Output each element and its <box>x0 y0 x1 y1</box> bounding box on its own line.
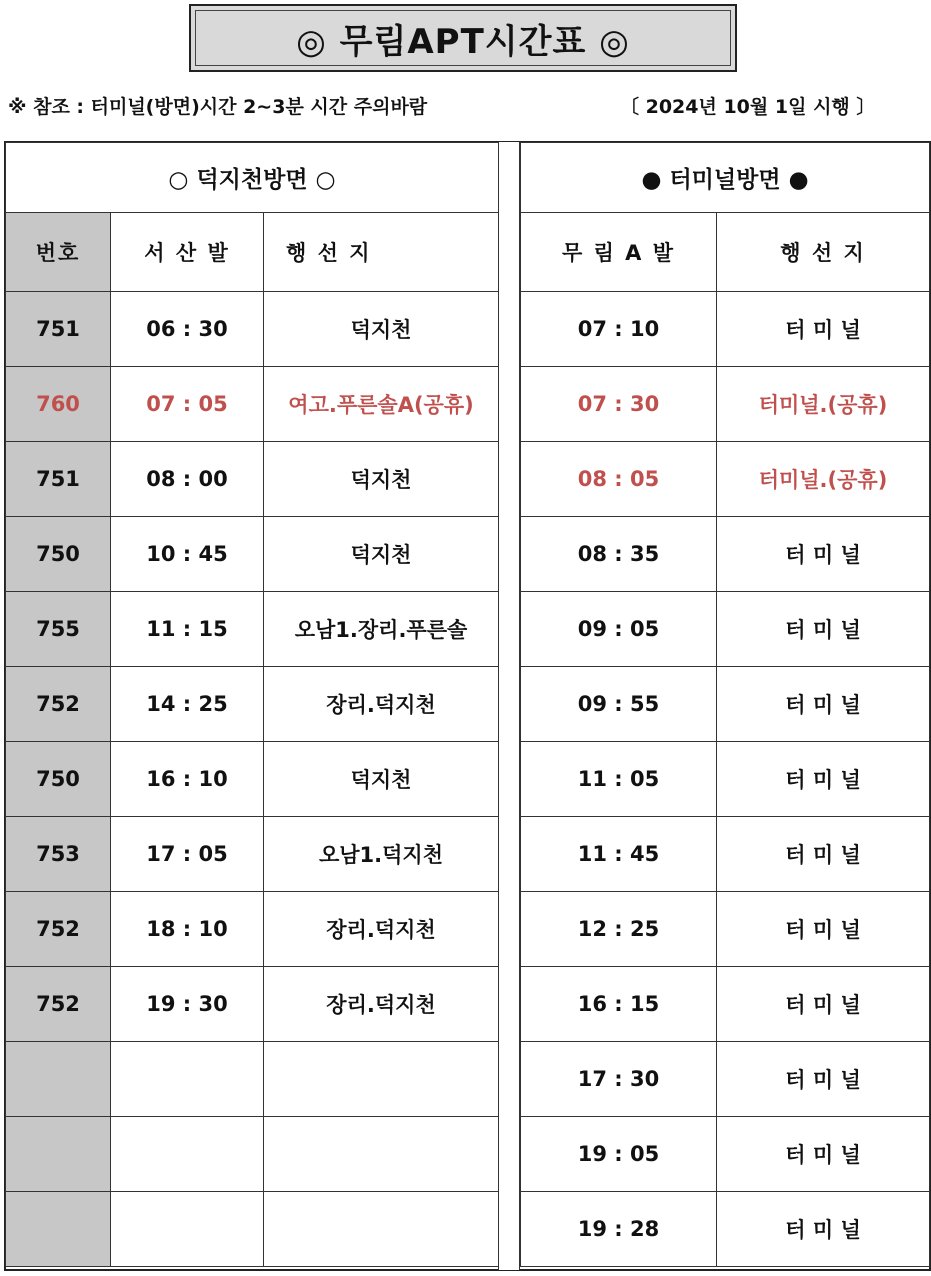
departure-time: 07 : 10 <box>521 292 717 367</box>
table-row <box>521 517 930 592</box>
destination <box>264 1042 499 1117</box>
bus-number: 750 <box>6 742 111 817</box>
destination: 덕지천 <box>264 292 499 367</box>
destination: 터 미 널 <box>717 292 930 367</box>
departure-time: 14 : 25 <box>111 667 264 742</box>
departure-time: 19 : 28 <box>521 1192 717 1267</box>
departure-time: 12 : 25 <box>521 892 717 967</box>
destination <box>264 1117 499 1192</box>
destination: 터미널.(공휴) <box>717 442 930 517</box>
table-row <box>521 442 930 517</box>
destination: 여고.푸른솔A(공휴) <box>264 367 499 442</box>
departure-time: 10 : 45 <box>111 517 264 592</box>
departure-time: 16 : 10 <box>111 742 264 817</box>
table-row <box>521 967 930 1042</box>
destination: 장리.덕지천 <box>264 967 499 1042</box>
table-row <box>6 367 499 442</box>
table-row <box>521 892 930 967</box>
bus-number: 752 <box>6 667 111 742</box>
table-row <box>6 1042 499 1117</box>
departure-time: 09 : 05 <box>521 592 717 667</box>
table-row <box>6 517 499 592</box>
bus-number <box>6 1192 111 1267</box>
table-row <box>521 292 930 367</box>
column-header-departure: 무 림 A 발 <box>521 213 717 292</box>
notice-text: ※ 참조 : 터미널(방면)시간 2∼3분 시간 주의바람 <box>8 96 428 118</box>
departure-time: 11 : 45 <box>521 817 717 892</box>
column-header-departure: 서 산 발 <box>111 213 264 292</box>
destination: 덕지천 <box>264 742 499 817</box>
destination: 터 미 널 <box>717 592 930 667</box>
destination: 장리.덕지천 <box>264 892 499 967</box>
destination: 터 미 널 <box>717 817 930 892</box>
departure-time: 08 : 35 <box>521 517 717 592</box>
bus-number: 760 <box>6 367 111 442</box>
table-row <box>6 1192 499 1267</box>
departure-time: 07 : 30 <box>521 367 717 442</box>
destination: 덕지천 <box>264 442 499 517</box>
table-row <box>521 367 930 442</box>
table-row <box>6 742 499 817</box>
table-row <box>6 667 499 742</box>
departure-time: 08 : 05 <box>521 442 717 517</box>
destination <box>264 1192 499 1267</box>
destination: 터 미 널 <box>717 1042 930 1117</box>
departure-time <box>111 1192 264 1267</box>
table-row <box>521 667 930 742</box>
destination: 장리.덕지천 <box>264 667 499 742</box>
departure-time: 08 : 00 <box>111 442 264 517</box>
departure-time: 17 : 05 <box>111 817 264 892</box>
table-row <box>6 592 499 667</box>
departure-time: 16 : 15 <box>521 967 717 1042</box>
destination: 터 미 널 <box>717 517 930 592</box>
table-row <box>521 817 930 892</box>
bus-number: 750 <box>6 517 111 592</box>
departure-time <box>111 1042 264 1117</box>
bus-number <box>6 1042 111 1117</box>
departure-time <box>111 1117 264 1192</box>
destination: 오남1.장리.푸른솔 <box>264 592 499 667</box>
table-row <box>521 742 930 817</box>
title-box <box>189 4 737 72</box>
section-title-deokjicheon: ○ 덕지천방면 ○ <box>6 143 499 213</box>
departure-time: 19 : 05 <box>521 1117 717 1192</box>
destination: 덕지천 <box>264 517 499 592</box>
bus-number: 751 <box>6 442 111 517</box>
departure-time: 07 : 05 <box>111 367 264 442</box>
table-row <box>6 817 499 892</box>
bus-number <box>6 1117 111 1192</box>
table-row <box>6 967 499 1042</box>
table-row <box>6 1117 499 1192</box>
destination: 터 미 널 <box>717 742 930 817</box>
table-row <box>521 1192 930 1267</box>
terminal-timetable <box>520 142 930 1267</box>
bus-number: 751 <box>6 292 111 367</box>
destination: 터 미 널 <box>717 892 930 967</box>
table-row <box>521 1117 930 1192</box>
column-header-destination: 행 선 지 <box>264 213 499 292</box>
effective-date: 〔 2024년 10월 1일 시행 〕 <box>620 96 876 118</box>
destination: 오남1.덕지천 <box>264 817 499 892</box>
table-row <box>521 1042 930 1117</box>
destination: 터 미 널 <box>717 967 930 1042</box>
destination: 터 미 널 <box>717 1192 930 1267</box>
destination: 터 미 널 <box>717 667 930 742</box>
bus-number: 755 <box>6 592 111 667</box>
deokjicheon-timetable <box>5 142 499 1267</box>
departure-time: 11 : 15 <box>111 592 264 667</box>
table-separator <box>498 142 520 1270</box>
table-row <box>521 592 930 667</box>
bus-number: 753 <box>6 817 111 892</box>
destination: 터 미 널 <box>717 1117 930 1192</box>
departure-time: 06 : 30 <box>111 292 264 367</box>
bus-number: 752 <box>6 892 111 967</box>
table-row <box>6 292 499 367</box>
page-title: ◎ 무림APT시간표 ◎ <box>296 21 630 62</box>
column-header-destination: 행 선 지 <box>717 213 930 292</box>
section-title-terminal: ● 터미널방면 ● <box>521 143 930 213</box>
departure-time: 18 : 10 <box>111 892 264 967</box>
departure-time: 09 : 55 <box>521 667 717 742</box>
departure-time: 17 : 30 <box>521 1042 717 1117</box>
destination: 터미널.(공휴) <box>717 367 930 442</box>
column-header-number: 번호 <box>6 213 111 292</box>
departure-time: 19 : 30 <box>111 967 264 1042</box>
bus-number: 752 <box>6 967 111 1042</box>
table-row <box>6 892 499 967</box>
table-row <box>6 442 499 517</box>
departure-time: 11 : 05 <box>521 742 717 817</box>
